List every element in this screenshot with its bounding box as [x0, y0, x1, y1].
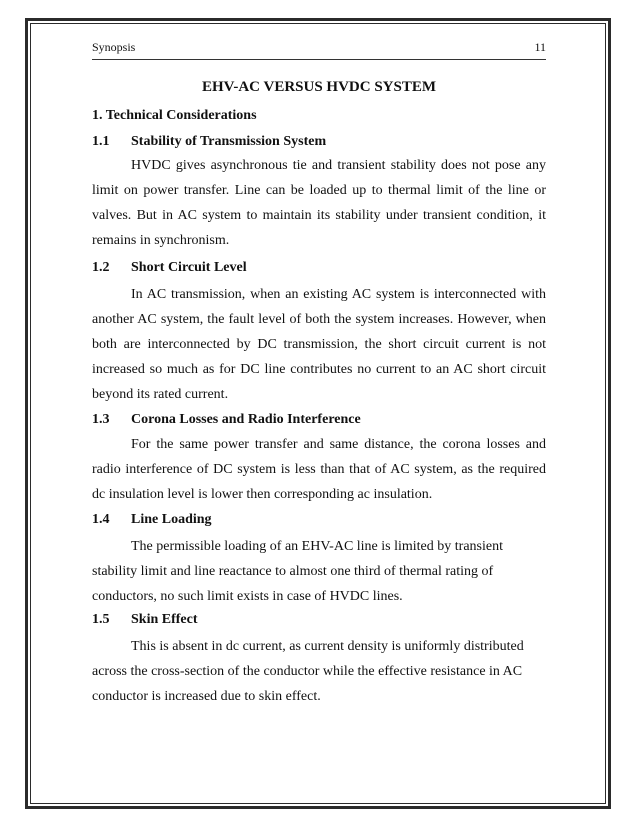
page-number: 11 [534, 40, 546, 54]
subsection-heading-1-5 [92, 612, 198, 628]
subsection-number: 1.3 [92, 412, 110, 427]
paragraph-short-circuit: In AC transmission, when an existing AC system is interconnected with another AC system, the fault level of both the system increases. However, when both are interconnected by DC transmission, the short circuit current is not increased so much as for DC line contributes no current to an AC short circuit beyond its rated current. [92, 287, 546, 402]
paragraph-line-loading: The permissible loading of an EHV-AC line is limited by transient stability limit and line reactance to almost one third of thermal rating of conductors, no such limit exists in case of HVDC lines. [92, 539, 503, 604]
subsection-number: 1.4 [92, 512, 110, 527]
subsection-heading-1-1 [92, 134, 326, 150]
header-divider [92, 59, 546, 60]
subsection-heading-1-2 [92, 260, 247, 276]
subsection-heading-1-4 [92, 512, 212, 528]
paragraph-skin-effect: This is absent in dc current, as current density is uniformly distributed across the cross-section of the conductor while the effective resistance in AC conductor is increased due to skin effect. [92, 639, 524, 704]
header-label: Synopsis [92, 40, 136, 54]
section-heading: 1. Technical Considerations [92, 108, 257, 123]
subsection-title: Skin Effect [131, 612, 198, 627]
subsection-number: 1.5 [92, 612, 110, 627]
subsection-number: 1.2 [92, 260, 110, 275]
subsection-title: Stability of Transmission System [131, 134, 327, 149]
subsection-title: Corona Losses and Radio Interference [131, 412, 361, 427]
page-title: EHV-AC VERSUS HVDC SYSTEM [201, 79, 437, 95]
paragraph-stability: HVDC gives asynchronous tie and transient stability does not pose any limit on power transfer. Line can be loaded up to thermal limit of the line or valves. But in AC system to maintain its stability under transient condition, it remains in synchronism. [92, 158, 546, 248]
subsection-title: Line Loading [131, 512, 212, 527]
subsection-number: 1.1 [92, 134, 110, 149]
subsection-heading-1-3 [92, 412, 361, 428]
running-header [92, 40, 546, 60]
paragraph-corona: For the same power transfer and same distance, the corona losses and radio interference of DC system is less than that of AC system, as the required dc insulation level is lower then corresponding ac insulation. [92, 437, 546, 502]
subsection-title: Short Circuit Level [131, 260, 247, 275]
